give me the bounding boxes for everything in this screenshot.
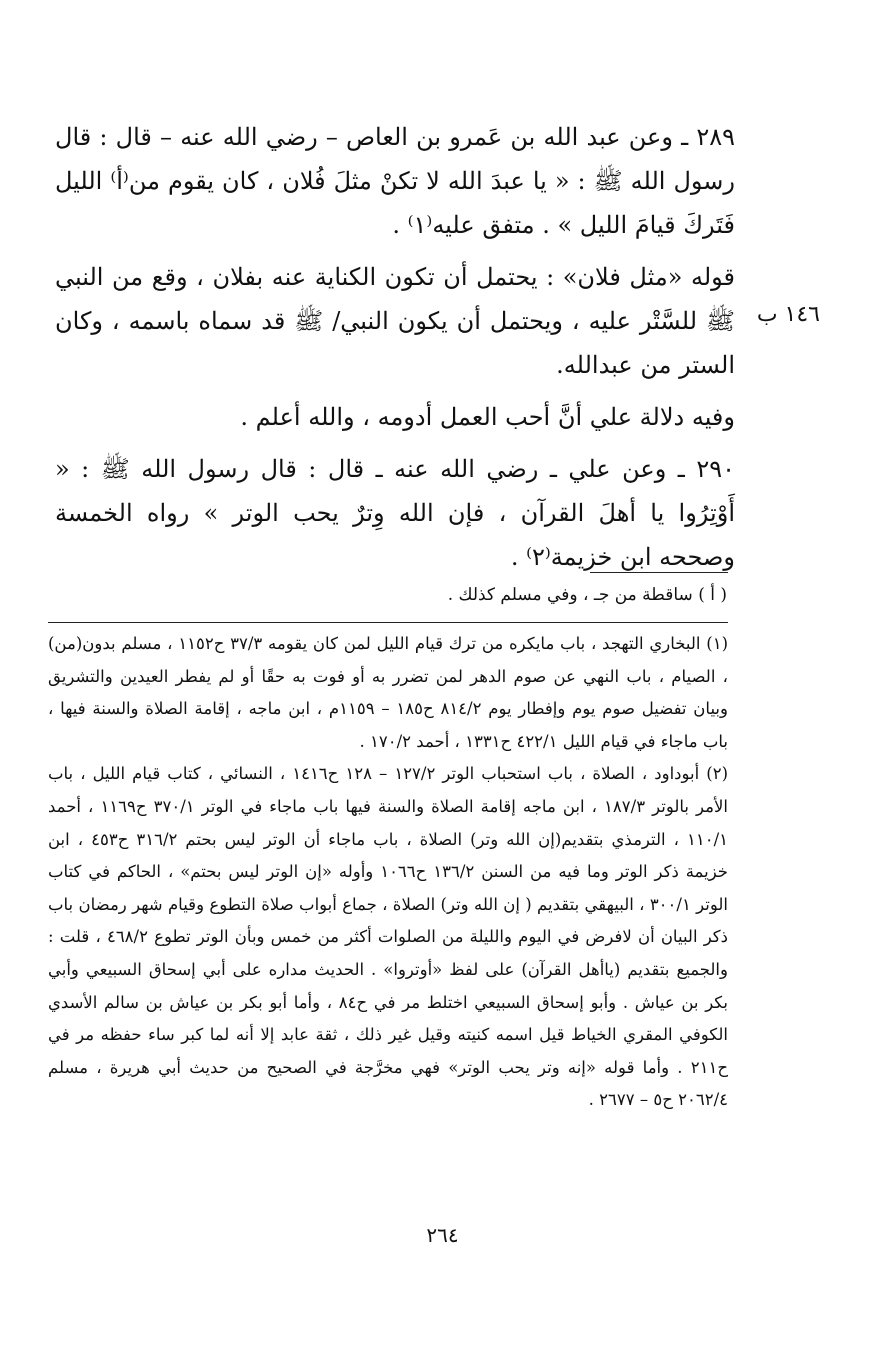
short-divider bbox=[590, 572, 728, 573]
page-number: ٢٦٤ bbox=[426, 1223, 459, 1247]
commentary-paragraph: قوله «مثل فلان» : يحتمل أن تكون الكناية عنه بفلان ، وقع من النبي ﷺ للسَّتْر عليه ، ويحتمل أن يكون النبي/ ﷺ قد سماه باسمه ، وكان الستر من عبدالله. bbox=[55, 263, 735, 379]
main-text bbox=[55, 115, 735, 587]
footnote-2: (٢) أبوداود ، الصلاة ، باب استحباب الوتر ١٢٧/٢ – ١٢٨ ح١٤١٦ ، النسائي ، كتاب قيام الليل ، باب الأمر بالوتر ١٨٧/٣ ، ابن ماجه إقامة الصلاة والسنة فيها باب ماجاء في الوتر ٣٧٠/١ ح١١٦٩ ، أحمد ١١٠/١ ، الترمذي بتقديم(إن الله وتر) الصلاة ، باب ماجاء أن الوتر ليس بحتم ٣١٦/٢ ح٤٥٣ ، ابن خزيمة ذكر الوتر وما فيه من السنن ١٣٦/٢ ح١٠٦٦ وأوله «إن الوتر ليس بحتم» ، الحاكم في كتاب الوتر ٣٠٠/١ ، البيهقي بتقديم ( إن الله وتر) الصلاة ، جماع أبواب صلاة التطوع وقيام شهر رمضان باب ذكر البيان أن لافرض في اليوم والليلة من الصلوات أكثر من خمس وبأن الوتر تطوع ٤٦٨/٢ ، قلت : والجميع بتقديم (ياأهل القرآن) على لفظ «أوتروا» . الحديث مداره على أبي إسحاق السبيعي وأبي بكر بن عياش . وأبو إسحاق السبيعي اختلط مر في ح٨٤ ، وأما أبو بكر بن عياش بن سالم الأسدي الكوفي المقري الخياط قيل اسمه كنيته وقيل غير ذلك ، ثقة عابد إلا أنه لما كبر ساء حفظه مر في ح٢١١ . وأما قوله «إنه وتر يحب الوتر» فهي مخرَّجة في الصحيح من حديث أبي هريرة ، مسلم ٢٠٦٢/٤ ح٥ – ٢٦٧٧ . bbox=[48, 764, 729, 1110]
footnote-rule bbox=[48, 622, 728, 623]
hadith-290: ٢٩٠ ـ وعن علي ـ رضي الله عنه ـ قال : قال رسول الله ﷺ : « أَوْتِرُوا يا أهلَ القرآن ، فإن الله وِترٌ يحب الوتر » رواه الخمسة وصححه ابن خزيمة⁽٢⁾ . bbox=[55, 455, 735, 571]
footnote-1: (١) البخاري التهجد ، باب مايكره من ترك قيام الليل لمن كان يقومه ٣٧/٣ ح١١٥٢ ، مسلم بدون(من) ، الصيام ، باب النهي عن صوم الدهر لمن تضرر به أو فوت به حقًا أو لم يفطر العيدين والتشريق وبيان تفضيل صوم يوم وإفطار يوم ٨١٤/٢ ح١٨٥ – ١١٥٩م ، ابن ماجه ، إقامة الصلاة والسنة فيها ، باب ماجاء في قيام الليل ٤٢٢/١ ح١٣٣١ ، أحمد ١٧٠/٢ . bbox=[48, 634, 728, 751]
manuscript-folio-marker: ١٤٦ ب bbox=[756, 302, 820, 327]
footnotes bbox=[48, 628, 728, 1117]
hadith-289: ٢٨٩ ـ وعن عبد الله بن عَمرو بن العاص – رضي الله عنه – قال : قال رسول الله ﷺ : « يا عبدَ الله لا تكنْ مثلَ فُلان ، كان يقوم من⁽أ⁾ الليل فَتَركَ قيامَ الليل » . متفق عليه⁽١⁾ . bbox=[55, 123, 735, 239]
lesson-paragraph: وفيه دلالة علي أنَّ أحب العمل أدومه ، والله أعلم . bbox=[240, 403, 735, 431]
variant-footnote: ( أ ) ساقطة من جـ ، وفي مسلم كذلك . bbox=[447, 585, 727, 605]
